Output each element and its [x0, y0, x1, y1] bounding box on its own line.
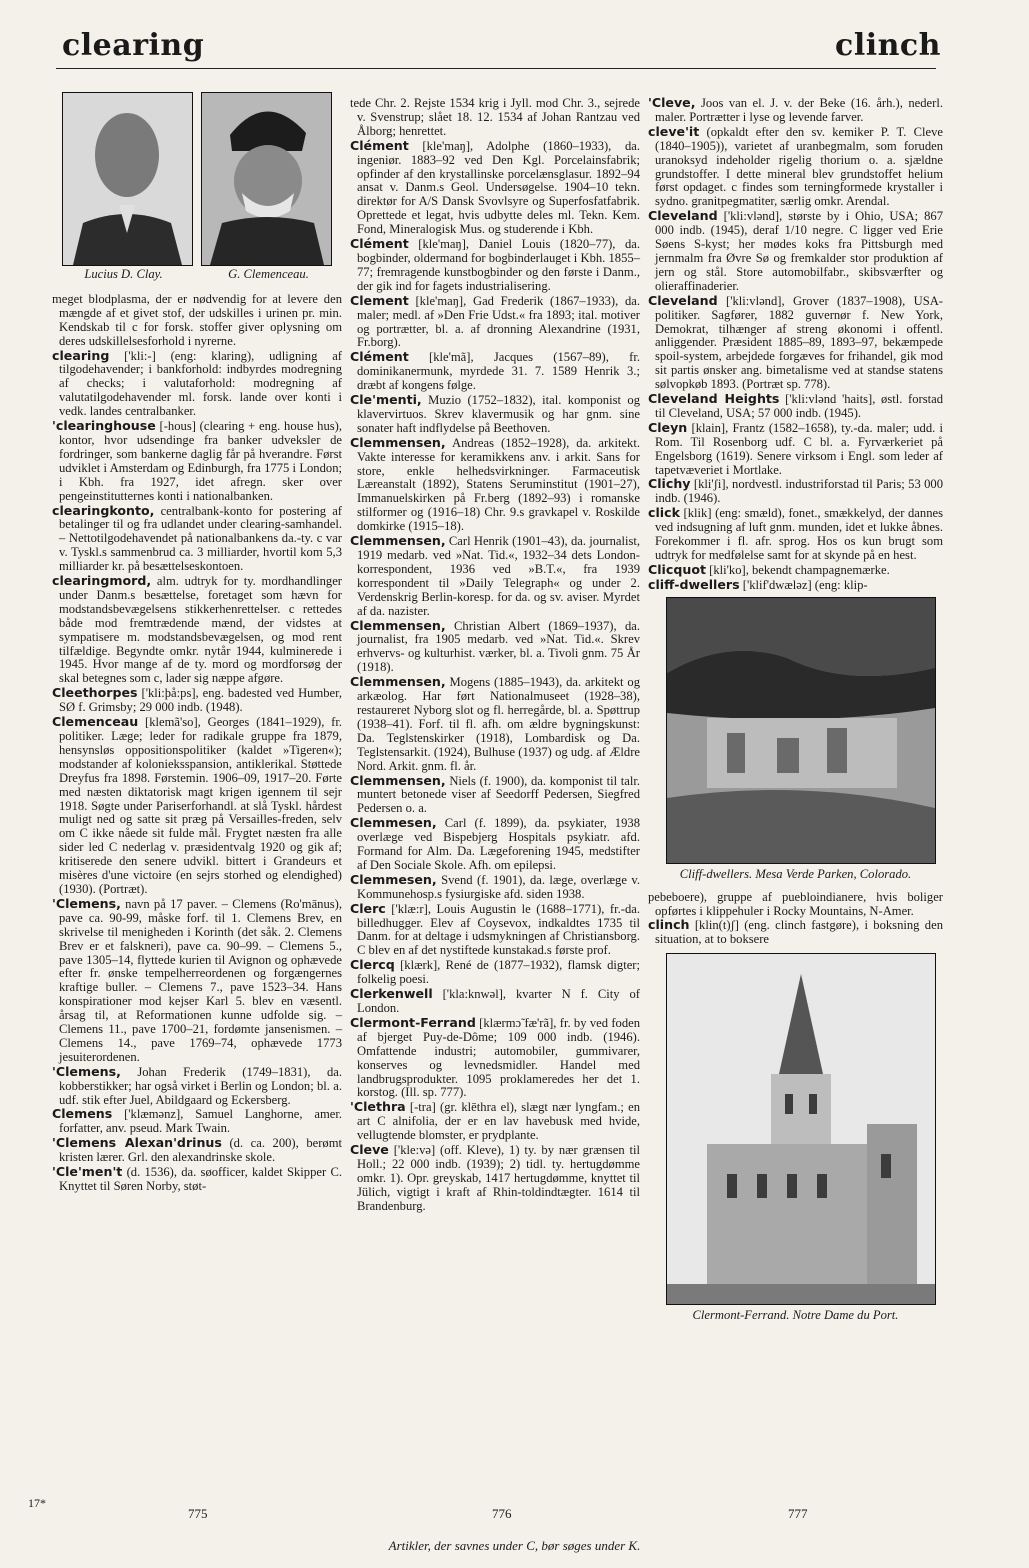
portrait-clemenceau	[201, 92, 332, 266]
entry-text: meget blodplasma, der er nødvendig for at levere den mængde af et givet stof, der udskilles i urinen pr. min. Kendskab til c for forsk. stoffer giver oplysning om deres udskillelsesforhold i nyrerne.	[52, 291, 342, 348]
dictionary-entry	[52, 686, 342, 715]
entry-headword: clearingkonto,	[52, 502, 155, 518]
dictionary-entry	[52, 1107, 342, 1136]
entry-headword: 'Clemens Alexan'drinus	[52, 1135, 222, 1151]
entry-headword: Cle'menti,	[350, 392, 422, 408]
entry-headword: Cleethorpes	[52, 685, 138, 701]
cliff-dwellers-photo	[667, 598, 935, 863]
dictionary-entry	[350, 436, 640, 534]
entry-text: [kle'mã], Jacques (1567–89), fr. dominikanermunk, myrdede 31. 7. 1589 Henrik 3.; dræbt af kongens følge.	[357, 350, 640, 393]
entry-text: Muzio (1752–1832), ital. komponist og klavervirtuos. Skrev klavermusik og har gnm. sine sonater haft indflydelse på Beethoven.	[357, 393, 640, 435]
dictionary-entry	[350, 534, 640, 618]
dictionary-entry	[648, 578, 943, 593]
dictionary-entry	[648, 125, 943, 209]
caption-clemenceau: G. Clemenceau.	[228, 267, 309, 281]
entry-headword: 'Clemens,	[52, 895, 121, 911]
dictionary-entry	[648, 506, 943, 563]
figure-notre-dame-caption: Clermont-Ferrand. Notre Dame du Port.	[692, 1308, 899, 1323]
entry-text: navn på 17 paver. – Clemens (Ro'mānus), pave ca. 90-99, måske forf. til 1. Clemens Brev, en skrivelse til menigheden i Korinth (det såk. 2. Clemens Brev er et falskneri), pave ca. 90–99. – Clemens 5., pave 1305–14, flyttede kurien til Avignon og ophævede efter fr. ønske tempelherreordenen og forgængernes kraftige buller. – Clemens 7., pave 1523–34. Hans konspirationer mod kejser Karl 5. blev en væsentl. årsag til, at Reformationen kunne udfolde sig. – Clemens 11., pave 1700–21, fordømte jansenismen. – Clemens 14., pave 1769–74, ophævede 1773 jesuiterordenen.	[59, 896, 342, 1064]
dictionary-entry	[350, 139, 640, 237]
portrait-clay	[62, 92, 193, 266]
dictionary-entry	[350, 987, 640, 1016]
entry-headword: Clercq	[350, 957, 395, 973]
entry-headword: Clemmensen,	[350, 434, 446, 450]
entry-headword: Clichy	[648, 476, 691, 492]
entry-text: [klain], Frantz (1582–1658), ty.-da. maler; udd. i Rom. Til Rosenborg udf. C bl. a. Fyrværkeriet på Engelsborg (1619). Senere virksom i Engl. som leder af tapetvæveriet i Mortlake.	[655, 420, 943, 477]
entry-headword: clearing	[52, 347, 110, 363]
entry-text: Carl Henrik (1901–43), da. journalist, 1919 medarb. ved »Nat. Tid.«, 1932–34 dets London-korrespondent, 1936 ved »B.T.«, fra 1939 korrespondent til »Daily Telegraph« og under 2. Verdenskrig Berlin-koresp. for da. og sv. aviser. Myrdet af da. nazister.	[357, 534, 640, 618]
dictionary-entry	[350, 873, 640, 902]
entry-headword: Cleveland	[648, 208, 718, 224]
dictionary-entry	[350, 816, 640, 873]
entry-text: [klærmɔ̃ fæ'rã], fr. by ved foden af bjerget Puy-de-Dôme; 109 000 indb. (1946). Omfattende industri; automobiler, gummivarer, konserves og levnedsmidler. Handel med landbrugsprodukter. 1095 proklameredes her det 1. korstog. (Ill. sp. 777).	[357, 1015, 640, 1100]
entry-text: [kli'ʃi], nordvestl. industriforstad til Paris; 53 000 indb. (1946).	[655, 477, 943, 506]
entry-headword: Cleve	[350, 1142, 389, 1158]
entry-headword: Cleyn	[648, 419, 688, 435]
entry-text: (d. 1536), da. søofficer, kaldet Skipper C. Knyttet til Søren Norby, støt-	[59, 1165, 342, 1193]
entry-headword: cleve'it	[648, 123, 700, 139]
entry-text: Svend (f. 1901), da. læge, overlæge v. Kommunehosp.s fysiurgiske afd. siden 1938.	[357, 872, 640, 901]
dictionary-entry	[350, 350, 640, 393]
entry-headword: click	[648, 505, 680, 521]
entry-text: ['klif'dwæləz] (eng: klip-	[739, 577, 868, 592]
dictionary-entry	[350, 675, 640, 773]
entry-text: [-tra] (gr. klēthra el), slægt nær lyngfam.; en art C alnifolia, der er en lav havebusk med hvide, vellugtende blomster, er prydplante.	[357, 1100, 640, 1143]
running-head-right: clinch	[835, 28, 941, 63]
entry-headword: 'Clethra	[350, 1099, 406, 1115]
entry-headword: Clemmesen,	[350, 815, 437, 831]
entry-text: ['klæ:r], Louis Augustin le (1688–1771), fr.-da. billedhugger. Elev af Coysevox, indkaldtes 1735 til Danm. for at deltage i udsmykningen af Christiansborg. C blev en af det nystiftede kunstakad.s første prof.	[357, 901, 640, 958]
entry-text: [-hous] (clearing + eng. house hus), kontor, hvor udsendinge fra banker udveksler de fordringer, som bankerne daglig får på hverandre. Først udviklet i Amsterdam og Edinburgh, fra 1775 i London; i Kbh. fra 1927, idet afregn. sker over pengeinstitutternes konti i nationalbanken.	[59, 419, 342, 503]
entry-text: centralbank-konto for postering af betalinger til og fra udlandet under clearing-samhandel. – Nettotilgodehavendet på nationalbankens da.-ty. c var v. Tyskl.s sammenbrud ca. 3 milliarder, hvortil kom 5,3 milliarder kr. på besættelseskontoen.	[59, 503, 342, 574]
footer-note: Artikler, der savnes under C, bør søges under K.	[388, 1538, 641, 1553]
dictionary-entry	[52, 897, 342, 1065]
entry-headword: 'Clemens,	[52, 1063, 121, 1079]
entry-text: [kle'maŋ], Gad Frederik (1867–1933), da. maler; medl. af »Den Frie Udst.« fra 1893; ital. motiver og portrætter, bl. a. af dronning Alexandrine (1931, Fr.borg).	[357, 293, 640, 350]
entry-text: ['kli:þå:ps], eng. badested ved Humber, SØ f. Grimsby; 29 000 indb. (1948).	[59, 686, 342, 715]
dictionary-entry	[648, 563, 943, 578]
entries-column-775	[52, 292, 342, 1194]
entry-text: ['kli:-] (eng: klaring), udligning af tilgodehavender; i bankforhold: indbyrdes modregning af checks; i valutaforhold: modregning af valutatilgodehavender ml. forsk. lande over konti i vedk. landes centralbanker.	[59, 348, 342, 419]
dictionary-entry	[350, 619, 640, 676]
dictionary-entry	[52, 292, 342, 349]
entry-text: Mogens (1885–1943), da. arkitekt og arkæolog. Har ført Nationalmuseet (1928–38), restaureret Nyborg slot og fl. herregårde, bl. a. Spøttrup (1938–41). Forf. til fl. afh. om ældre bygningskunst: Da. Teglstenskirker (1918), Lombardisk og Da. Teglstensarkit. (1924), Bulhuse (1937) og udg. af Ældre Nord. Arkit. gnm. fl. år.	[357, 675, 640, 773]
entry-headword: Clément	[350, 236, 409, 252]
header-rule	[56, 68, 936, 69]
entry-headword: 'Cleve,	[648, 95, 696, 110]
figure-cliff-dwellers	[666, 597, 936, 864]
column-775	[52, 92, 342, 1194]
dictionary-entry	[350, 1016, 640, 1100]
entry-text: ['kli:vlənd], Grover (1837–1908), USA-politiker. Sagfører, 1882 guvernør f. New York, Demokrat, tilhænger af streng økonomi i offentl. anliggender. Præsident 1885–89, 1893–97, bekæmpede spoil-system, arbejdede forgæves for frihandel, gik mod sit partis ønsker ang. bimetalisme ved at standse statens sølvopkøb 1893. (Portræt sp. 778).	[655, 293, 943, 392]
entry-headword: Clément	[350, 137, 409, 153]
dictionary-entry	[52, 504, 342, 575]
entry-text: Johan Frederik (1749–1831), da. kobberstikker; har også virket i Berlin og London; bl. a. udf. stik efter Juel, Abildgaard og Eckersberg.	[59, 1064, 342, 1107]
dictionary-entry	[350, 237, 640, 294]
entries-column-777-top	[648, 96, 943, 593]
entry-text: ['kli:vlənd 'haits], østl. forstad til Cleveland, USA; 57 000 indb. (1945).	[655, 392, 943, 420]
entry-headword: Clemmensen,	[350, 674, 446, 690]
column-776	[350, 96, 640, 1214]
entry-text: [klin(t)ʃ] (eng. clinch fastgøre), i boksning den situation, at to boksere	[655, 918, 943, 947]
column-777	[648, 96, 943, 1331]
entry-text: [klærk], René de (1877–1932), flamsk digter; folkelig poesi.	[357, 958, 640, 987]
entry-text: (d. ca. 200), berømt kristen lærer. Grl. den alexandrinske skole.	[59, 1136, 343, 1165]
figure-notre-dame-du-port	[666, 953, 936, 1305]
dictionary-entry	[350, 1143, 640, 1214]
figure-cliff-dwellers-caption: Cliff-dwellers. Mesa Verde Parken, Colorado.	[679, 866, 912, 881]
dictionary-entry	[350, 1100, 640, 1143]
entry-text: [kle'maŋ], Daniel Louis (1820–77), da. bogbinder, oldermand for bogbinderlauget i Kbh. 1855–77; fremragende kunstbogbinder og den første i Danm., der gik ind for fagets industrialisering.	[357, 237, 640, 293]
entry-text: pebeboere), gruppe af puebloindianere, hvis boliger opførtes i klippehuler i Rocky Mountains, N-Amer.	[648, 889, 943, 918]
entry-text: Joos van el. J. v. der Beke (16. årh.), nederl. maler. Portrætter i lyse og levende farver.	[655, 96, 943, 124]
entry-headword: Clemenceau	[52, 714, 139, 730]
entry-text: (opkaldt efter den sv. kemiker P. T. Cleve (1840–1905)), varietet af uranbegmalm, som foruden uranoksyd indeholder rigelig thorium o. a. sjældne grundstoffer. I dette mineral blev grundstoffet helium først opdaget. c findes som terningformede krystaller i sydno. granitpegmatiter, særlig omkr. Arendal.	[655, 124, 943, 209]
entry-headword: Clemmensen,	[350, 533, 446, 549]
entry-text: [klemã'so], Georges (1841–1929), fr. politiker. Læge; leder for radikale gruppe fra 1879, hensynsløs oppositionspolitiker (kaldet »Tigeren«); modstander af kolonieksspansion, antiklerikal. Støttede Dreyfus fra 1898. Førstemin. 1906–09, 1917–20. Førte med næsten diktatorisk magt krigen igennem til sejr 1918. Søgte under Pariserforhandl. at slå Tyskl. hårdest muligt ned og satte sit præg på Versailles-freden, selv om C ikke nåede sit fulde mål. Frygtet næsten fra alle sider led C nederlag v. præsidentvalg 1920 og gik af; kritiserede den senere udvikl. bittert i Grandeurs et misères d'une victoire (en sejrs storhed og elendighed) (1930). (Portræt).	[59, 715, 342, 896]
notre-dame-du-port-photo	[667, 954, 935, 1304]
entry-text: [klik] (eng: smæld), fonet., smækkelyd, der dannes ved indsugning af luft gnm. munden, idet et lukke åbnes. Forekommer i fl. afr. sprog. Hos os kun brugt som udtryk for medfølelse samt for at skynde på en hest.	[655, 506, 943, 562]
entry-headword: clearingmord,	[52, 573, 152, 589]
entry-headword: Clemmensen,	[350, 772, 446, 788]
entry-headword: Clicquot	[648, 561, 706, 577]
dictionary-entry	[52, 349, 342, 420]
entry-text: Carl (f. 1899), da. psykiater, 1938 overlæge ved Bispebjerg Hospitals psykiatr. afd. Formand for Alm. Da. Lægeforening 1945, medstifter af Den Sociale Skole. Afh. om epilepsi.	[357, 816, 640, 872]
entry-headword: Clemmensen,	[350, 617, 446, 633]
entry-text: Niels (f. 1900), da. komponist til talr. muntert betonede viser af Seedorff Pedersen, Siegfred Pedersen o. a.	[357, 773, 640, 816]
dictionary-entry	[52, 574, 342, 686]
dictionary-entry	[648, 918, 943, 947]
entry-headword: Clemmesen,	[350, 871, 437, 887]
entry-headword: 'clearinghouse	[52, 418, 156, 434]
dictionary-entry	[648, 294, 943, 392]
entry-text: ['kla:knwəl], kvarter N f. City of London.	[357, 987, 640, 1015]
entry-headword: cliff-dwellers	[648, 576, 740, 592]
entry-headword: Clerc	[350, 900, 386, 916]
dictionary-entry	[52, 715, 342, 897]
entry-text: [kle'maŋ], Adolphe (1860–1933), da. ingeniør. 1883–92 ved Den Kgl. Porcelainsfabrik; opfinder af den krystallinske porcelænsglasur. 1892–94 ansat v. Danm.s Geol. Undersøgelse. 1904–10 tekn. direktør for A/S Dansk Svovlsyre og Superfosfatfabrik. Oprettede et legat, hvis udbytte deles ml. Tekn. Kem. Fond, Mineralogisk Mus. og studerende i Kbh.	[357, 138, 640, 237]
portrait-clemenceau-image	[202, 93, 331, 265]
column-number-775: 775	[188, 1506, 208, 1521]
entry-text: ['kli:vlənd], største by i Ohio, USA; 867 000 indb. (1945), deraf 1/10 negre. C ligger ved Erie Søens S-kyst; her mødes koks fra Pittsburgh med jernmalm fra Øvre Sø og fremkalder stor produktion af jern og stål. Store automobilfabr., skibsværfter og olieraffinaderier.	[655, 209, 943, 293]
dictionary-entry	[52, 1165, 342, 1194]
running-head-left: clearing	[62, 28, 205, 63]
entries-column-777-bottom	[648, 890, 943, 948]
entry-headword: Clément	[350, 349, 409, 365]
dictionary-entry	[350, 958, 640, 987]
entry-headword: Cleveland	[648, 292, 718, 308]
dictionary-entry	[52, 419, 342, 503]
caption-clay: Lucius D. Clay.	[84, 267, 163, 281]
dictionary-entry	[350, 902, 640, 959]
entry-headword: Cleveland Heights	[648, 391, 780, 407]
dictionary-entry	[52, 1136, 342, 1165]
dictionary-entry	[350, 294, 640, 351]
entry-text: Christian Albert (1869–1937), da. journalist, fra 1905 medarb. ved »Nat. Tid.«. Skrev erhvervs- og kulturhist. værker, bl. a. Tivoli gnm. 75 År (1918).	[357, 618, 640, 675]
entries-column-776	[350, 96, 640, 1214]
column-number-776: 776	[492, 1506, 512, 1521]
dictionary-entry	[648, 421, 943, 478]
dictionary-entry	[648, 890, 943, 919]
entry-headword: Clermont-Ferrand	[350, 1014, 476, 1030]
portrait-row	[62, 92, 332, 266]
entry-text: ['klæmənz], Samuel Langhorne, amer. forfatter, anv. pseud. Mark Twain.	[59, 1107, 342, 1136]
entry-text: ['kle:və] (off. Kleve), 1) ty. by nær grænsen til Holl.; 22 000 indb. (1939); 2) tidl. ty. hertugdømme omkr. 1). Opr. greyskab, 1417 hertugdømme, knyttet til Jülich, vigtigt i kraft af Rhin-toldindtægter. 1614 til Brandenburg.	[357, 1143, 640, 1213]
column-number-777: 777	[788, 1506, 808, 1521]
dictionary-entry	[648, 477, 943, 506]
dictionary-entry	[350, 96, 640, 139]
entry-headword: Clement	[350, 292, 409, 308]
dictionary-entry	[648, 96, 943, 125]
entry-headword: Clerkenwell	[350, 986, 433, 1002]
portrait-clay-image	[63, 93, 192, 265]
entry-text: Andreas (1852–1928), da. arkitekt. Vakte interesse for keramikkens anv. i arkit. Sans for store, enkle helhedsvirkninger. Farmaceutisk Læreanstalt (1892), Statens Seruminstitut (1901–27), Immanuelskirken på Fr.berg (1892–93) i romanske stilformer og (1916–18) Chr. 9.s gravkapel v. Roskilde domkirke (1915–18).	[357, 435, 640, 534]
entry-text: [kli'ko], bekendt champagnemærke.	[706, 562, 890, 577]
portrait-captions	[56, 268, 336, 282]
dictionary-entry	[350, 393, 640, 436]
dictionary-entry	[52, 1065, 342, 1108]
entry-headword: Clemens	[52, 1106, 113, 1122]
dictionary-entry	[648, 392, 943, 421]
entry-text: tede Chr. 2. Rejste 1534 krig i Jyll. mod Chr. 3., sejrede v. Svenstrup; slået 18. 12. 1534 af Johan Rantzau ved Ålborg; henrettet.	[350, 96, 640, 138]
dictionary-entry	[648, 209, 943, 293]
dictionary-entry	[350, 774, 640, 817]
signature-mark: 17*	[28, 1496, 46, 1510]
entry-text: alm. udtryk for ty. mordhandlinger under Danm.s besættelse, foretaget som hævn for modstandsbevægelsens stikkerhenrettelser. c rettedes både mod fremtrædende mænd, der vidstes at sympatisere m. modstandsbevægelsen, og mod rent tilfældige. Begyndte omkr. nytår 1944, kulminerede i 1945. Hvor mange af de ty. mord og mordforsøg der skal betegnes som c, lader sig næppe afgøre.	[59, 574, 342, 686]
entry-headword: clinch	[648, 917, 690, 933]
entry-headword: 'Cle'men't	[52, 1164, 123, 1180]
